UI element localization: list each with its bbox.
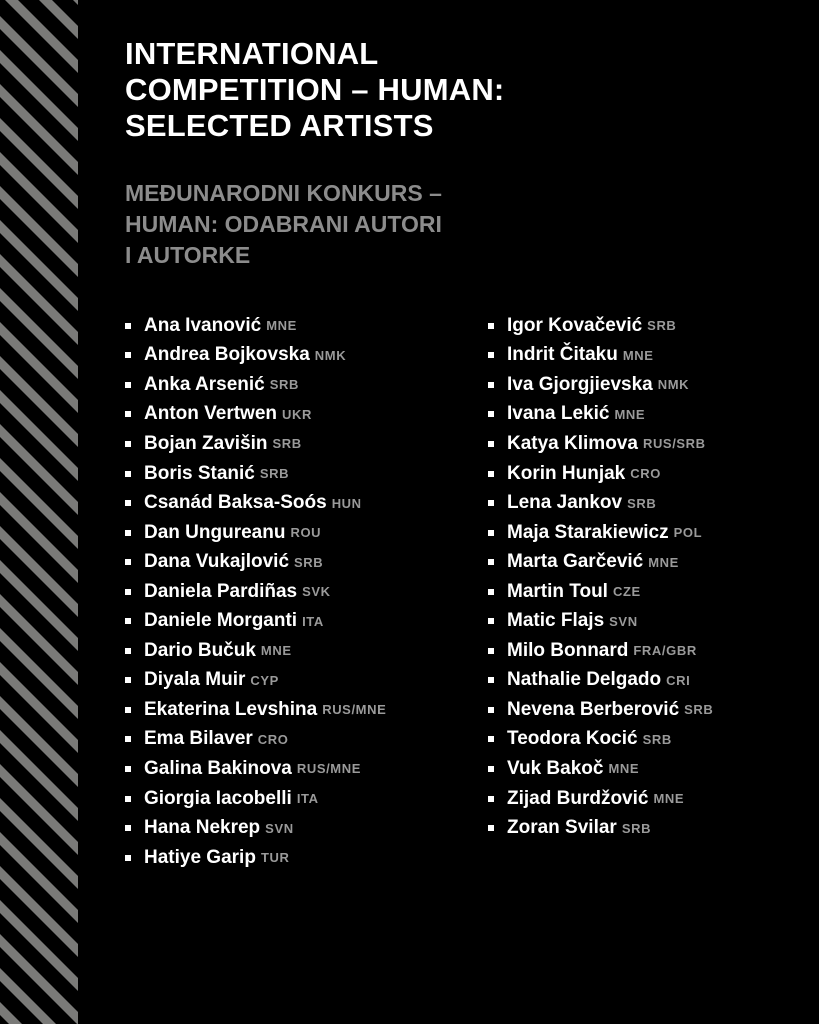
artist-list-item [125, 754, 386, 784]
artist-name: Daniele Morganti [144, 610, 298, 632]
artist-name: Matic Flajs [507, 610, 605, 632]
artist-name: Marta Garčević [507, 551, 644, 573]
artist-name: Korin Hunjak [507, 462, 626, 484]
artist-name: Dario Bučuk [144, 639, 256, 661]
artist-name: Galina Bakinova [144, 757, 292, 779]
subtitle-line: I AUTORKE [125, 242, 251, 268]
country-code: CRO [630, 466, 661, 481]
square-bullet-icon [125, 648, 131, 654]
country-code: MNE [266, 318, 297, 334]
country-code: MNE [614, 406, 646, 422]
country-code: ITA [302, 613, 324, 629]
country-code: POL [673, 525, 703, 541]
subtitle-line: HUMAN: ODABRANI AUTORI [125, 211, 442, 237]
artist-name: Dana Vukajlović [144, 551, 290, 573]
artist-list-item [488, 606, 713, 636]
country-code: SRB [621, 820, 652, 836]
artist-list-item [488, 429, 713, 459]
square-bullet-icon [488, 382, 494, 388]
artist-name: Diyala Muir [144, 669, 246, 691]
artist-name: Giorgia Iacobelli [144, 787, 292, 809]
square-bullet-icon [125, 441, 131, 447]
country-code: SRB [259, 466, 290, 481]
artist-name: Indrit Čitaku [507, 344, 618, 366]
square-bullet-icon [125, 323, 131, 329]
country-code: NMK [657, 377, 690, 393]
artist-list-item [488, 754, 713, 784]
diagonal-stripes-graphic [0, 0, 78, 1024]
square-bullet-icon [488, 766, 494, 772]
square-bullet-icon [125, 530, 131, 536]
artist-name: Ema Bilaver [144, 728, 253, 750]
artist-list-item [488, 784, 713, 814]
square-bullet-icon [488, 589, 494, 595]
country-code: CZE [612, 584, 641, 600]
country-code: SRB [684, 702, 714, 718]
artist-name: Hatiye Garip [144, 846, 256, 868]
country-code: RUS/SRB [642, 436, 706, 452]
country-code: RUS/MNE [296, 761, 361, 777]
artist-name: Ivana Lekić [507, 403, 610, 425]
artist-list-item [488, 459, 713, 489]
artist-name: Anka Arsenić [144, 373, 265, 395]
square-bullet-icon [125, 796, 131, 802]
artist-name: Milo Bonnard [507, 639, 629, 661]
artist-list-item [125, 429, 386, 459]
country-code: SVN [265, 820, 294, 836]
artist-list-item [488, 813, 713, 843]
artist-list-left-column [125, 311, 386, 872]
artist-list-item [125, 311, 386, 341]
artist-list-item [125, 577, 386, 607]
country-code: MNE [622, 347, 654, 363]
artist-list-item [125, 400, 386, 430]
artist-name: Dan Ungureanu [144, 521, 286, 543]
artist-list-item [488, 488, 713, 518]
square-bullet-icon [125, 825, 131, 831]
country-code: SRB [269, 377, 299, 393]
decorative-stripe-band [0, 0, 78, 1024]
artist-list-item [488, 547, 713, 577]
artist-list-item [488, 636, 713, 666]
page-title [125, 36, 504, 144]
square-bullet-icon [488, 530, 494, 536]
country-code: HUN [331, 495, 362, 511]
artist-name: Csanád Baksa-Soós [144, 492, 327, 514]
artist-name: Anton Vertwen [144, 403, 278, 425]
artist-list-right-column [488, 311, 713, 843]
country-code: SRB [642, 731, 672, 747]
square-bullet-icon [488, 618, 494, 624]
title-line: COMPETITION – HUMAN: [125, 72, 505, 107]
country-code: CYP [250, 672, 279, 688]
artist-name: Katya Klimova [507, 432, 638, 454]
artist-list-item [125, 784, 386, 814]
country-code: TUR [260, 850, 290, 866]
square-bullet-icon [488, 736, 494, 742]
artist-list-item [488, 400, 713, 430]
country-code: ROU [290, 525, 322, 541]
artist-name: Boris Stanić [144, 462, 255, 484]
square-bullet-icon [125, 382, 131, 388]
artist-name: Bojan Zavišin [144, 432, 268, 454]
square-bullet-icon [488, 707, 494, 713]
artist-list-item [125, 488, 386, 518]
artist-list-item [488, 311, 713, 341]
artist-list-item [488, 518, 713, 548]
artist-list-item [488, 341, 713, 371]
square-bullet-icon [125, 677, 131, 683]
artist-name: Andrea Bojkovska [144, 344, 310, 366]
artist-name: Iva Gjorgjievska [507, 373, 653, 395]
artist-list-item [125, 518, 386, 548]
title-line: SELECTED ARTISTS [125, 108, 434, 143]
title-line: INTERNATIONAL [125, 36, 379, 71]
artist-list-item [488, 725, 713, 755]
country-code: MNE [260, 643, 292, 659]
country-code: SVK [302, 584, 331, 600]
country-code: SVN [609, 613, 638, 629]
artist-list-item [125, 666, 386, 696]
artist-name: Nathalie Delgado [507, 669, 662, 691]
square-bullet-icon [488, 559, 494, 565]
square-bullet-icon [125, 707, 131, 713]
square-bullet-icon [125, 855, 131, 861]
artist-list-item [488, 370, 713, 400]
country-code: SRB [647, 318, 677, 334]
square-bullet-icon [125, 411, 131, 417]
artist-name: Zijad Burdžović [507, 787, 649, 809]
square-bullet-icon [125, 352, 131, 358]
artist-list-item [125, 606, 386, 636]
country-code: SRB [294, 554, 324, 570]
square-bullet-icon [488, 471, 494, 477]
square-bullet-icon [488, 500, 494, 506]
country-code: UKR [282, 406, 312, 422]
square-bullet-icon [488, 796, 494, 802]
country-code: MNE [608, 761, 640, 777]
artist-list-item [125, 813, 386, 843]
country-code: MNE [648, 554, 679, 570]
artist-name: Igor Kovačević [507, 314, 643, 336]
artist-list-item [488, 666, 713, 696]
country-code: ITA [296, 791, 319, 807]
artist-name: Ana Ivanović [144, 314, 262, 336]
square-bullet-icon [125, 471, 131, 477]
square-bullet-icon [488, 648, 494, 654]
square-bullet-icon [488, 411, 494, 417]
artist-list-item [488, 577, 713, 607]
square-bullet-icon [488, 441, 494, 447]
artist-name: Vuk Bakoč [507, 757, 604, 779]
square-bullet-icon [125, 589, 131, 595]
artist-name: Nevena Berberović [507, 698, 680, 720]
artist-name: Lena Jankov [507, 492, 623, 514]
square-bullet-icon [125, 559, 131, 565]
country-code: NMK [314, 347, 347, 363]
artist-name: Teodora Kocić [507, 728, 638, 750]
country-code: SRB [627, 495, 657, 511]
page-subtitle [125, 178, 442, 271]
artist-name: Hana Nekrep [144, 817, 261, 839]
artist-list-item [125, 636, 386, 666]
square-bullet-icon [125, 618, 131, 624]
square-bullet-icon [125, 736, 131, 742]
artist-list-item [125, 843, 386, 873]
country-code: FRA/GBR [633, 643, 697, 659]
square-bullet-icon [488, 825, 494, 831]
artist-list-item [125, 725, 386, 755]
square-bullet-icon [125, 500, 131, 506]
country-code: CRO [257, 731, 289, 747]
square-bullet-icon [125, 766, 131, 772]
country-code: SRB [272, 436, 302, 452]
artist-list-item [125, 547, 386, 577]
country-code: CRI [666, 672, 691, 688]
artist-name: Maja Starakiewicz [507, 521, 669, 543]
country-code: RUS/MNE [322, 702, 387, 718]
square-bullet-icon [488, 323, 494, 329]
artist-list-item [125, 695, 386, 725]
artist-name: Daniela Pardiñas [144, 580, 298, 602]
artist-list-item [125, 370, 386, 400]
artist-list-item [488, 695, 713, 725]
subtitle-line: MEĐUNARODNI KONKURS – [125, 180, 442, 206]
artist-name: Ekaterina Levshina [144, 698, 318, 720]
artist-list-item [125, 459, 386, 489]
artist-name: Zoran Svilar [507, 817, 617, 839]
artist-name: Martin Toul [507, 580, 608, 602]
square-bullet-icon [488, 352, 494, 358]
square-bullet-icon [488, 677, 494, 683]
country-code: MNE [653, 791, 685, 807]
artist-list-item [125, 341, 386, 371]
